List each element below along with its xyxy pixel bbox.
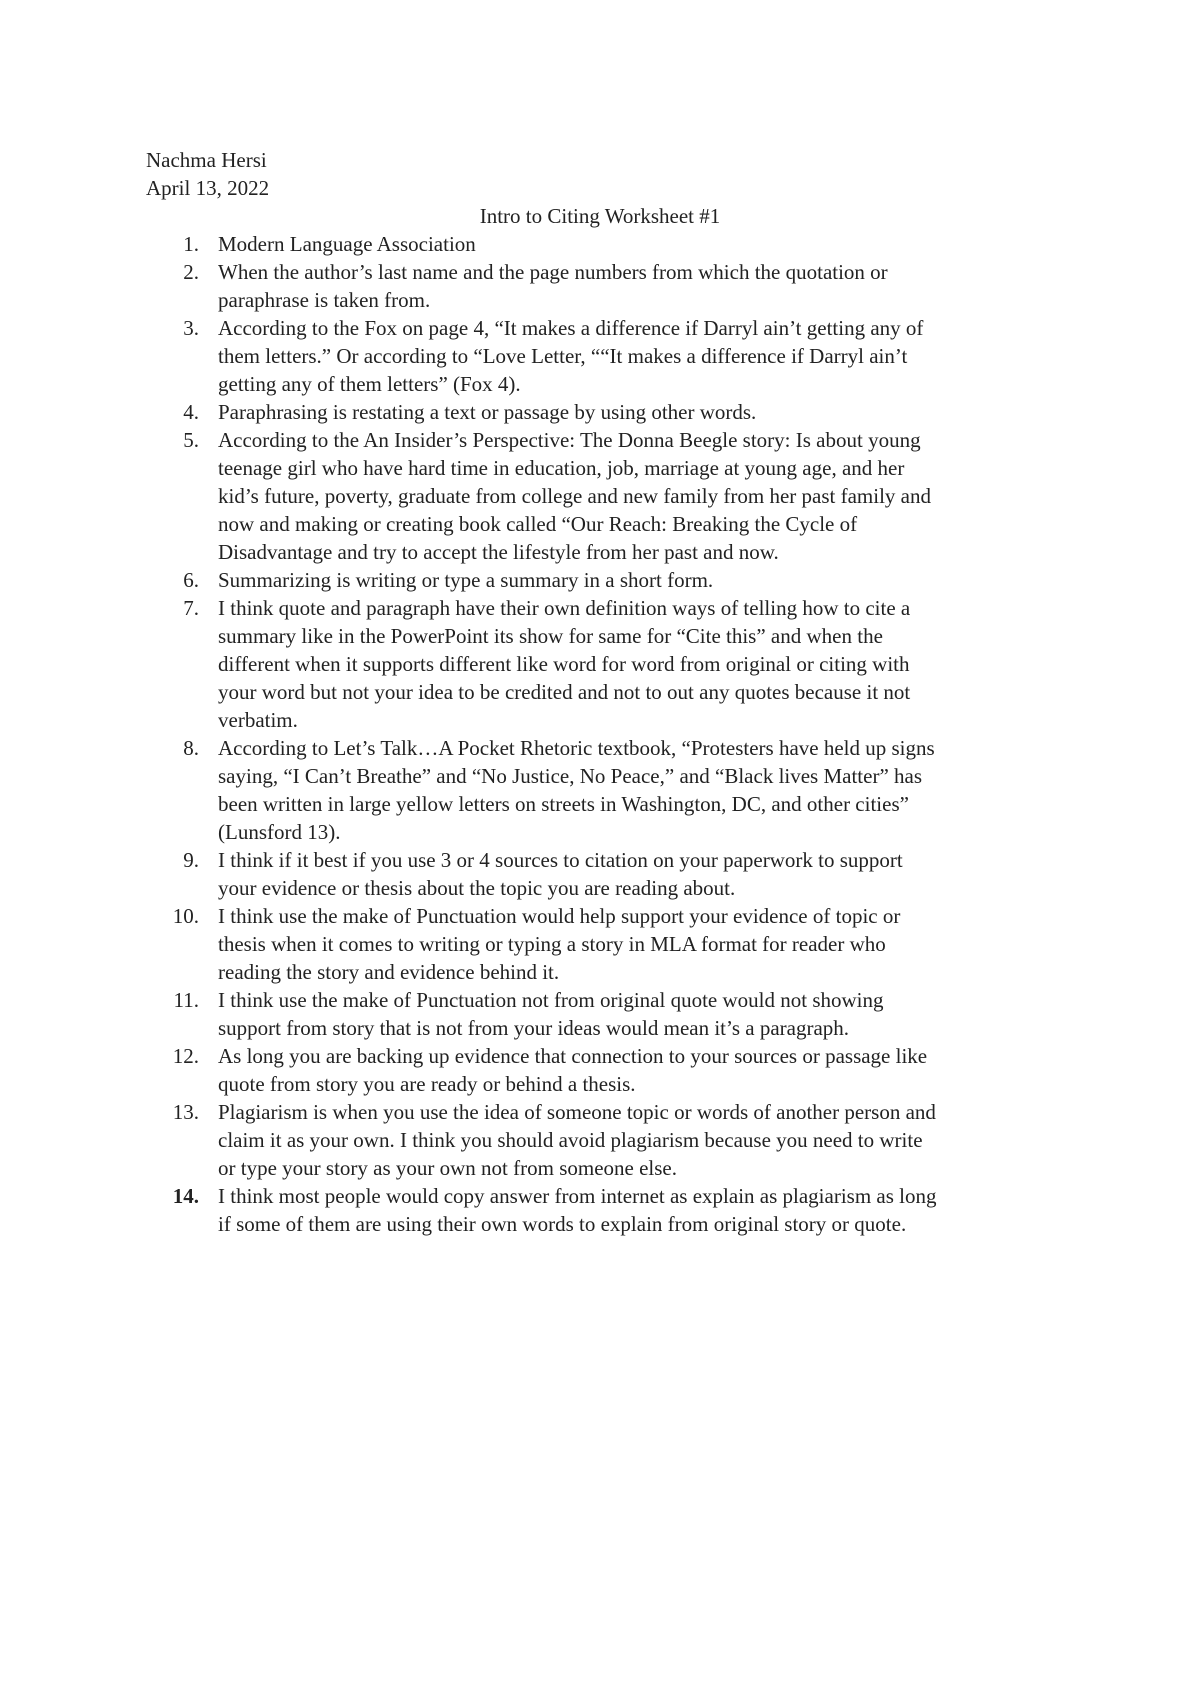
- list-item: [0, 258, 1058, 314]
- list-item: [0, 426, 1058, 566]
- text-line: I think if it best if you use 3 or 4 sources to citation on your paperwork to support: [218, 848, 903, 872]
- text-line: reading the story and evidence behind it.: [218, 960, 560, 984]
- list-item-number: 14.: [172, 1184, 199, 1208]
- list-item-text: [218, 1098, 1058, 1182]
- text-line: paraphrase is taken from.: [218, 288, 431, 312]
- text-line: Paraphrasing is restating a text or passage by using other words.: [218, 400, 757, 424]
- list-item-text: [218, 314, 1058, 398]
- text-line: support from story that is not from your ideas would mean it’s a paragraph.: [218, 1016, 850, 1040]
- list-item-text: [218, 566, 1058, 594]
- text-line: I think quote and paragraph have their own definition ways of telling how to cite a: [218, 596, 911, 620]
- list-item: [0, 902, 1058, 986]
- text-line: According to the An Insider’s Perspective: The Donna Beegle story: Is about young: [218, 428, 921, 452]
- text-line: thesis when it comes to writing or typing a story in MLA format for reader who: [218, 932, 886, 956]
- text-line: now and making or creating book called “Our Reach: Breaking the Cycle of: [218, 512, 858, 536]
- text-line: if some of them are using their own words to explain from original story or quote.: [218, 1212, 907, 1236]
- list-item: [0, 734, 1058, 846]
- text-line: When the author’s last name and the page numbers from which the quotation or: [218, 260, 888, 284]
- list-item-text: [218, 230, 1058, 258]
- text-line: I think most people would copy answer from internet as explain as plagiarism as long: [218, 1184, 937, 1208]
- list-item-number: 4.: [183, 400, 199, 424]
- list-item-number: 5.: [183, 428, 199, 452]
- text-line: Modern Language Association: [218, 232, 476, 256]
- text-line: As long you are backing up evidence that connection to your sources or passage like: [218, 1044, 928, 1068]
- list-item: [0, 846, 1058, 902]
- list-item-text: [218, 1182, 1058, 1238]
- text-line: According to Let’s Talk…A Pocket Rhetoric textbook, “Protesters have held up signs: [218, 736, 935, 760]
- text-line: them letters.” Or according to “Love Letter, ““It makes a difference if Darryl ain’t: [218, 344, 908, 368]
- text-line: quote from story you are ready or behind a thesis.: [218, 1072, 636, 1096]
- list-item-number: 8.: [183, 736, 199, 760]
- text-line: kid’s future, poverty, graduate from college and new family from her past family and: [218, 484, 931, 508]
- text-line: getting any of them letters” (Fox 4).: [218, 372, 521, 396]
- text-line: I think use the make of Punctuation would help support your evidence of topic or: [218, 904, 901, 928]
- list-item-number: 7.: [183, 596, 199, 620]
- list-item: [0, 1182, 1058, 1238]
- list-item-number: 12.: [172, 1044, 199, 1068]
- list-item-text: [218, 594, 1058, 734]
- list-item-number: 10.: [172, 904, 199, 928]
- list-item-text: [218, 986, 1058, 1042]
- text-line: your evidence or thesis about the topic you are reading about.: [218, 876, 736, 900]
- list-item-text: [218, 734, 1058, 846]
- list-item: [0, 314, 1058, 398]
- text-line: teenage girl who have hard time in education, job, marriage at young age, and her: [218, 456, 905, 480]
- text-line: different when it supports different like word for word from original or citing with: [218, 652, 910, 676]
- list-item: [0, 398, 1058, 426]
- list-item: [0, 566, 1058, 594]
- list-item: [0, 594, 1058, 734]
- list-item: [0, 1042, 1058, 1098]
- text-line: summary like in the PowerPoint its show for same for “Cite this” and when the: [218, 624, 883, 648]
- author-name: Nachma Hersi: [146, 148, 267, 172]
- list-item-text: [218, 258, 1058, 314]
- list-item-number: 9.: [183, 848, 199, 872]
- list-item-text: [218, 1042, 1058, 1098]
- text-line: I think use the make of Punctuation not from original quote would not showing: [218, 988, 884, 1012]
- list-item: [0, 1098, 1058, 1182]
- list-item-text: [218, 846, 1058, 902]
- list-item-number: 6.: [183, 568, 199, 592]
- list-item-text: [218, 902, 1058, 986]
- worksheet-title: Intro to Citing Worksheet #1: [479, 204, 721, 228]
- list-item-text: [218, 398, 1058, 426]
- text-line: Summarizing is writing or type a summary in a short form.: [218, 568, 714, 592]
- list-item-number: 3.: [183, 316, 199, 340]
- text-line: Disadvantage and try to accept the lifestyle from her past and now.: [218, 540, 779, 564]
- document-date: April 13, 2022: [146, 176, 270, 200]
- text-line: claim it as your own. I think you should avoid plagiarism because you need to write: [218, 1128, 923, 1152]
- list-item: [0, 230, 1058, 258]
- list-item-number: 1.: [183, 232, 199, 256]
- text-line: or type your story as your own not from someone else.: [218, 1156, 677, 1180]
- list-item-number: 2.: [183, 260, 199, 284]
- list-item: [0, 986, 1058, 1042]
- text-line: been written in large yellow letters on streets in Washington, DC, and other cities”: [218, 792, 909, 816]
- text-line: (Lunsford 13).: [218, 820, 341, 844]
- list-item-number: 11.: [173, 988, 199, 1012]
- list-item-text: [218, 426, 1058, 566]
- text-line: your word but not your idea to be credited and not to out any quotes because it not: [218, 680, 911, 704]
- text-line: verbatim.: [218, 708, 298, 732]
- answer-list: [0, 230, 1200, 1238]
- text-line: saying, “I Can’t Breathe” and “No Justice, No Peace,” and “Black lives Matter” has: [218, 764, 923, 788]
- text-line: Plagiarism is when you use the idea of someone topic or words of another person and: [218, 1100, 936, 1124]
- text-line: According to the Fox on page 4, “It makes a difference if Darryl ain’t getting any of: [218, 316, 924, 340]
- list-item-number: 13.: [172, 1100, 199, 1124]
